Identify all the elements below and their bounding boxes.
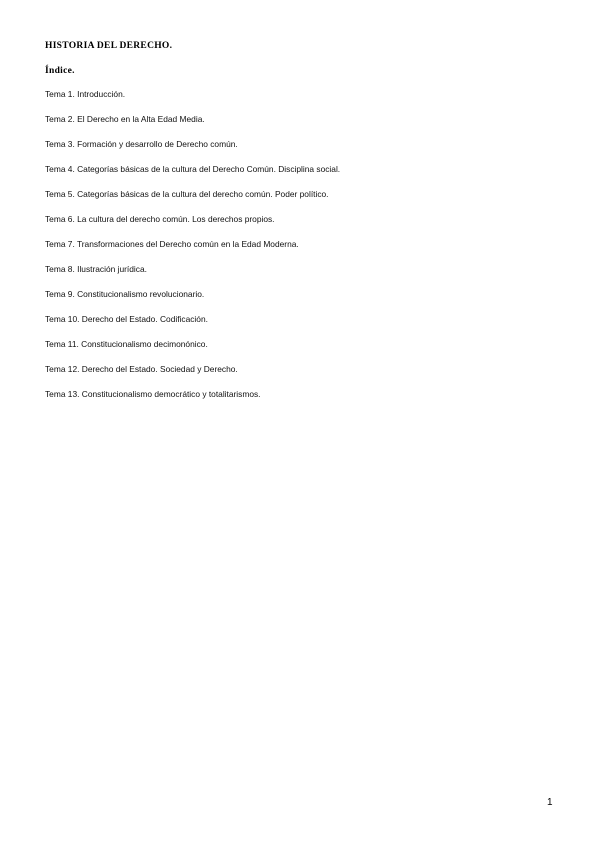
toc-item-tema-13: Tema 13. Constitucionalismo democrático y totalitarismos. bbox=[45, 389, 261, 399]
index-heading: Índice. bbox=[45, 66, 75, 76]
toc-item-tema-10: Tema 10. Derecho del Estado. Codificación. bbox=[45, 314, 208, 324]
toc-item-tema-9: Tema 9. Constitucionalismo revolucionario. bbox=[45, 289, 205, 299]
toc-item-tema-1: Tema 1. Introducción. bbox=[45, 89, 126, 99]
page-number: 1 bbox=[547, 797, 553, 808]
toc-item-tema-6: Tema 6. La cultura del derecho común. Los derechos propios. bbox=[45, 214, 275, 224]
toc-item-tema-8: Tema 8. Ilustración jurídica. bbox=[45, 264, 147, 274]
toc-item-tema-4: Tema 4. Categorías básicas de la cultura del Derecho Común. Disciplina social. bbox=[45, 164, 341, 174]
toc-item-tema-12: Tema 12. Derecho del Estado. Sociedad y Derecho. bbox=[45, 364, 238, 374]
toc-item-tema-5: Tema 5. Categorías básicas de la cultura del derecho común. Poder político. bbox=[45, 189, 329, 199]
table-of-contents bbox=[45, 88, 340, 413]
toc-item-tema-3: Tema 3. Formación y desarrollo de Derecho común. bbox=[45, 139, 238, 149]
toc-item-tema-7: Tema 7. Transformaciones del Derecho común en la Edad Moderna. bbox=[45, 239, 299, 249]
toc-item-tema-2: Tema 2. El Derecho en la Alta Edad Media. bbox=[45, 114, 205, 124]
toc-item-tema-11: Tema 11. Constitucionalismo decimonónico. bbox=[45, 339, 208, 349]
document-title: HISTORIA DEL DERECHO. bbox=[45, 41, 173, 51]
